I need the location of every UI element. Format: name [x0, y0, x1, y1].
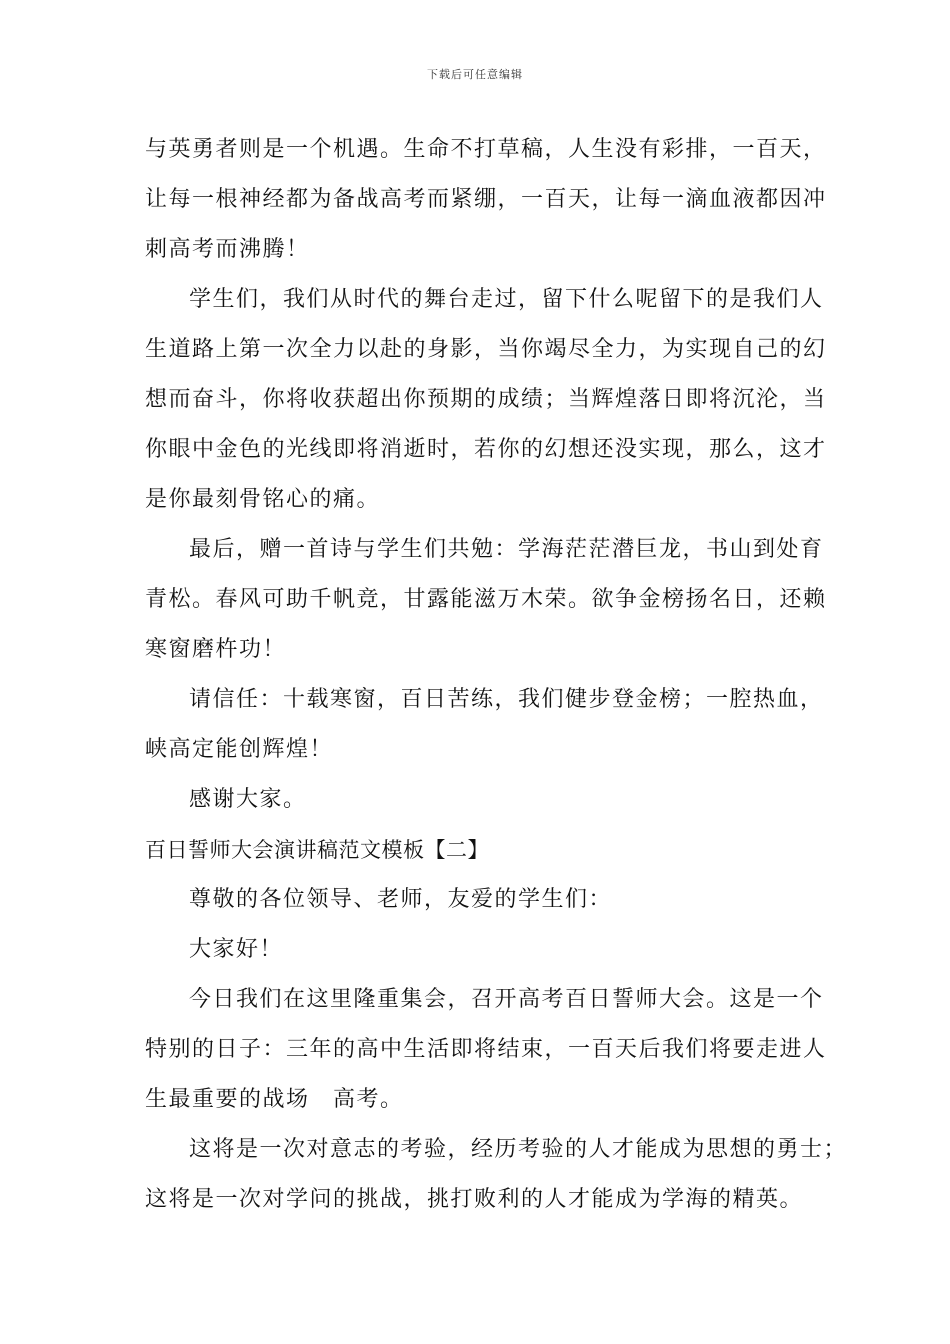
- text-line: 青松。春风可助千帆竞，甘露能滋万木荣。欲争金榜扬名日，还赖: [145, 587, 827, 612]
- paragraph-start-line: 最后，赠一首诗与学生们共勉：学海茫茫潜巨龙，书山到处育: [189, 537, 824, 562]
- page-header-note: 下载后可任意编辑: [427, 68, 523, 81]
- salutation-line: 尊敬的各位领导、老师，友爱的学生们：: [189, 887, 613, 912]
- text-line: 刺高考而沸腾！: [145, 237, 310, 262]
- paragraph-start-line: 这将是一次对意志的考验，经历考验的人才能成为思想的勇士；: [189, 1137, 848, 1162]
- text-line: 峡高定能创辉煌！: [145, 737, 334, 762]
- text-line: 这将是一次对学问的挑战，挑打败利的人才能成为学海的精英。: [145, 1187, 804, 1212]
- paragraph-start-line: 请信任：十载寒窗，百日苦练，我们健步登金榜；一腔热血，: [189, 687, 824, 712]
- paragraph-start-line: 学生们，我们从时代的舞台走过，留下什么呢留下的是我们人: [189, 287, 824, 312]
- text-line: 与英勇者则是一个机遇。生命不打草稿，人生没有彩排，一百天，: [145, 137, 827, 162]
- text-line: 生最重要的战场 高考。: [145, 1087, 404, 1112]
- paragraph-start-line: 今日我们在这里隆重集会，召开高考百日誓师大会。这是一个: [189, 987, 824, 1012]
- document-body: [145, 125, 848, 1225]
- text-line: 想而奋斗，你将收获超出你预期的成绩；当辉煌落日即将沉沦，当: [145, 387, 827, 412]
- text-line: 让每一根神经都为备战高考而紧绷，一百天，让每一滴血液都因冲: [145, 187, 827, 212]
- greeting-line: 大家好！: [189, 937, 284, 962]
- text-line: 特别的日子：三年的高中生活即将结束，一百天后我们将要走进人: [145, 1037, 827, 1062]
- text-line: 生道路上第一次全力以赴的身影，当你竭尽全力，为实现自己的幻: [145, 337, 827, 362]
- section-heading: 百日誓师大会演讲稿范文模板【二】: [145, 838, 489, 862]
- text-line: 你眼中金色的光线即将消逝时，若你的幻想还没实现，那么，这才: [145, 437, 827, 462]
- paragraph-start-line: 感谢大家。: [189, 787, 307, 812]
- text-line: 是你最刻骨铭心的痛。: [145, 487, 381, 512]
- text-line: 寒窗磨杵功！: [145, 637, 287, 662]
